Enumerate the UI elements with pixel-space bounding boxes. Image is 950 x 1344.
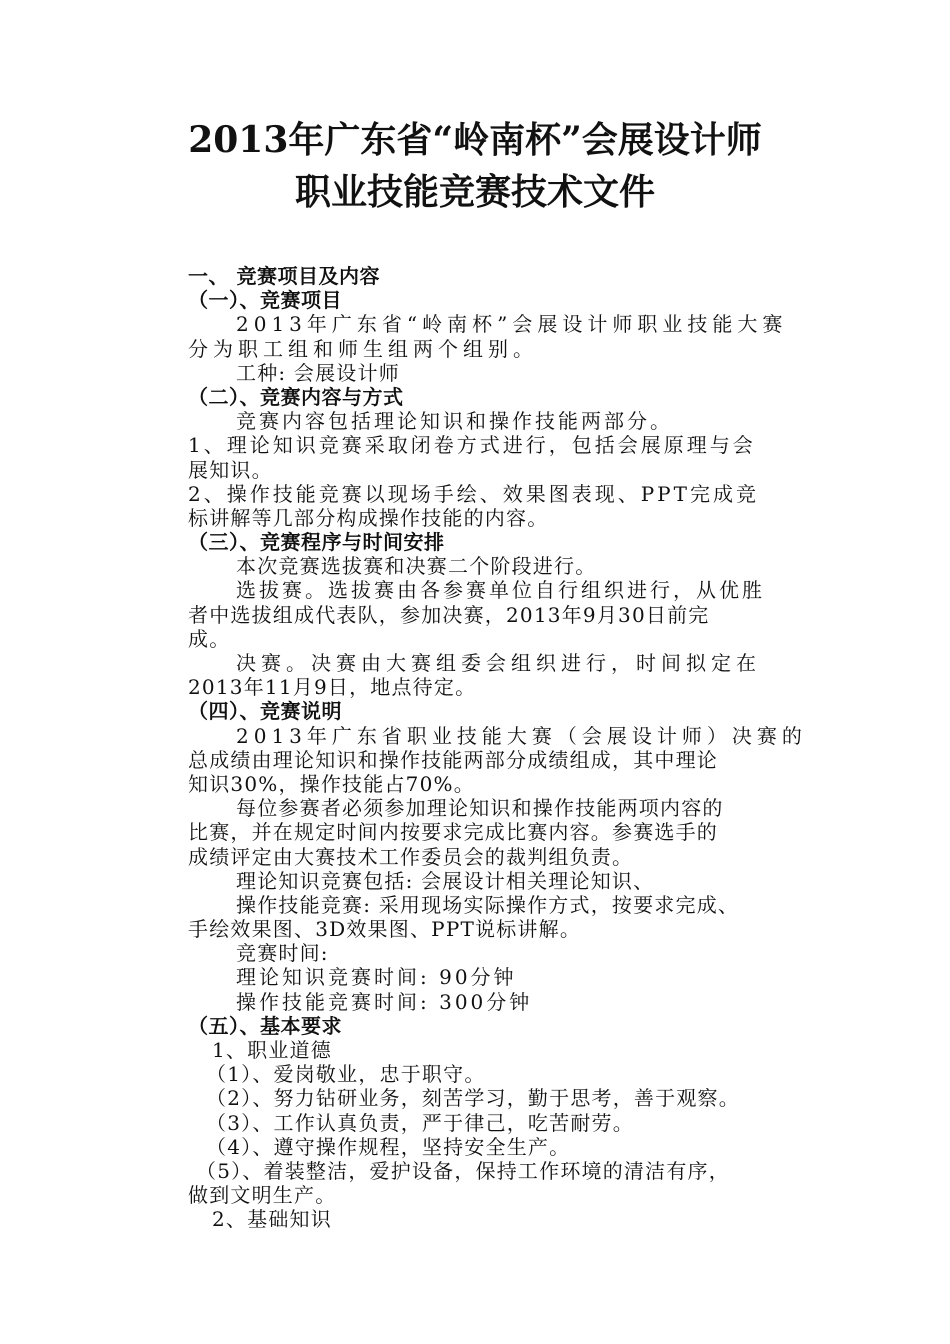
list-item: （3）、工作认真负责，严于律己，吃苦耐劳。: [206, 1110, 634, 1135]
paragraph-line: 成绩评定由大赛技术工作委员会的裁判组负责。: [188, 844, 634, 869]
paragraph-line: 竞赛内容包括理论知识和操作技能两部分。: [236, 409, 673, 434]
paragraph-line: 者中选拔组成代表队，参加决赛，2013年9月30日前完: [188, 602, 710, 627]
paragraph-line: 2013年广东省“岭南杯”会展设计师职业技能大赛: [236, 312, 788, 337]
list-item: （2）、努力钻研业务，刻苦学习，勤于思考，善于观察。: [206, 1086, 740, 1111]
paragraph-line: 比赛，并在规定时间内按要求完成比赛内容。参赛选手的: [188, 820, 718, 845]
paragraph-line: 本次竞赛选拔赛和决赛二个阶段进行。: [236, 554, 597, 579]
subsection-heading: （一）、竞赛项目: [188, 288, 342, 313]
paragraph-line: 操作技能竞赛时间: 300分钟: [236, 989, 533, 1014]
paragraph-line: 2013年11月9日，地点待定。: [188, 675, 477, 700]
paragraph-line: 知识30%，操作技能占70%。: [188, 771, 475, 796]
section-heading: 一、 竞赛项目及内容: [188, 264, 380, 288]
paragraph-line: 2013年广东省职业技能大赛（会展设计师）决赛的: [236, 723, 807, 748]
document-title-line-1: 2013年广东省“岭南杯”会展设计师: [188, 119, 762, 161]
list-item: 做到文明生产。: [188, 1183, 337, 1208]
list-item: （1）、爱岗敬业，忠于职守。: [206, 1062, 486, 1087]
paragraph-line: 1、理论知识竞赛采取闭卷方式进行，包括会展原理与会: [188, 433, 756, 458]
paragraph-line: 每位参赛者必须参加理论知识和操作技能两项内容的: [236, 796, 724, 821]
subsection-heading: （三）、竞赛程序与时间安排: [188, 530, 445, 555]
document-title-line-2: 职业技能竞赛技术文件: [294, 171, 655, 213]
paragraph-line: 操作技能竞赛: 采用现场实际操作方式，按要求完成、: [236, 892, 740, 917]
document-body: [188, 264, 807, 1232]
paragraph-line: 理论知识竞赛包括: 会展设计相关理论知识、: [236, 868, 655, 893]
paragraph-line: 决赛。决赛由大赛组委会组织进行，时间拟定在: [236, 651, 761, 675]
paragraph-line: 选拔赛。选拔赛由各参赛单位自行组织进行，从优胜: [236, 578, 765, 603]
paragraph-line: 总成绩由理论知识和操作技能两部分成绩组成，其中理论: [188, 747, 718, 772]
paragraph-line: 2、操作技能竞赛以现场手绘、效果图表现、PPT完成竞: [188, 481, 759, 506]
paragraph-line: 分为职工组和师生组两个组别。: [188, 336, 538, 361]
paragraph-line: 手绘效果图、3D效果图、PPT说标讲解。: [188, 917, 582, 942]
paragraph-line: 标讲解等几部分构成操作技能的内容。: [188, 505, 549, 530]
list-item: 2、基础知识: [212, 1207, 332, 1232]
subsection-heading: （五）、基本要求: [188, 1013, 342, 1038]
subsection-heading: （二）、竞赛内容与方式: [188, 384, 404, 409]
paragraph-line: 成。: [188, 626, 231, 651]
subsection-heading: （四）、竞赛说明: [188, 699, 342, 724]
paragraph-line: 展知识。: [188, 457, 273, 482]
list-item: （5）、着装整洁，爱护设备，保持工作环境的清洁有序，: [196, 1158, 730, 1183]
paragraph-line: 工种: 会展设计师: [236, 360, 400, 385]
paragraph-line: 理论知识竞赛时间: 90分钟: [236, 965, 517, 990]
list-item: 1、职业道德: [212, 1038, 332, 1062]
paragraph-line: 竞赛时间:: [236, 941, 329, 966]
list-item: （4）、遵守操作规程，坚持安全生产。: [206, 1134, 571, 1159]
